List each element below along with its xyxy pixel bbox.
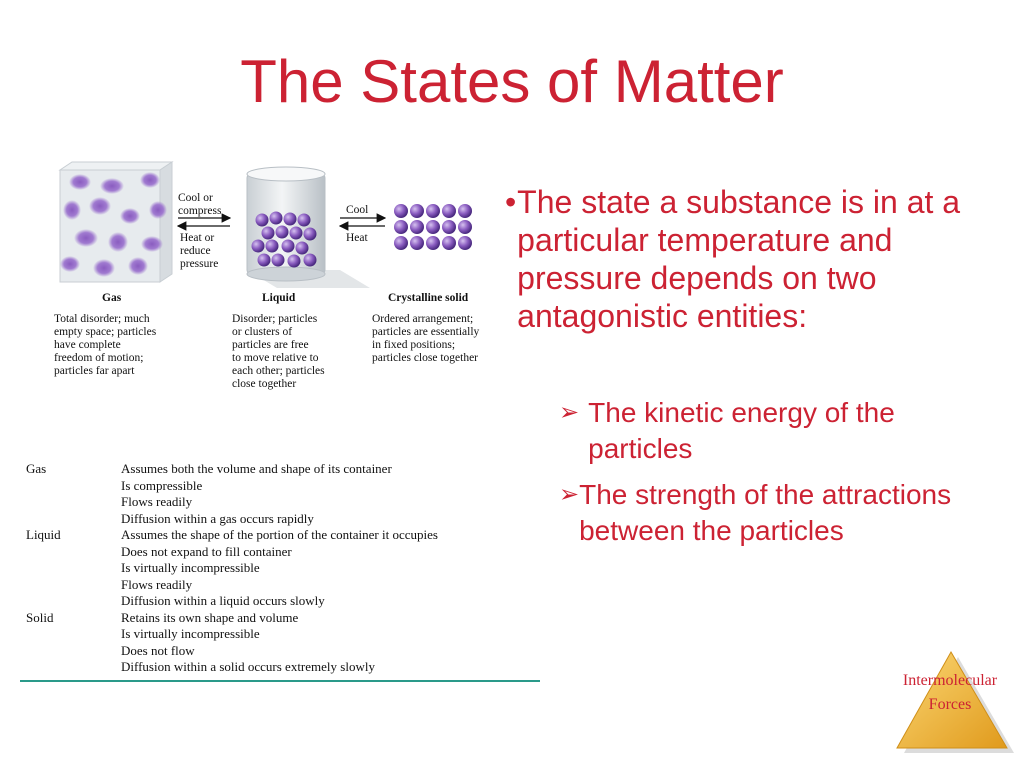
sub-bullet-list <box>505 395 995 549</box>
property-line: Does not expand to fill container <box>121 543 292 559</box>
sub-bullet-text: The kinetic energy of the particles <box>588 397 895 464</box>
properties-state: Liquid <box>26 527 61 542</box>
solid-name: Crystalline solid <box>388 292 469 304</box>
property-line: Is virtually incompressible <box>121 560 260 575</box>
property-line: Diffusion within a liquid occurs slowly <box>121 593 325 608</box>
arrowhead-bullet-icon: ➢ <box>559 399 580 426</box>
slide-title: The States of Matter <box>240 48 784 115</box>
arrowhead-bullet-icon: ➢ <box>559 481 580 508</box>
heat-label: Heat <box>346 232 368 244</box>
heat-reduce-label: Heat or reduce pressure <box>180 232 219 270</box>
cool-compress-label: Cool or compress <box>178 192 222 217</box>
properties-group-liquid <box>26 527 536 610</box>
properties-table <box>26 461 536 676</box>
bullet-dot-icon: • <box>505 184 517 220</box>
main-bullet <box>505 183 995 335</box>
states-figure <box>40 160 510 400</box>
sub-bullet <box>559 477 995 549</box>
bullet-list <box>505 183 995 559</box>
properties-group-gas <box>26 461 536 527</box>
property-line: Diffusion within a solid occurs extremely slowly <box>121 659 375 674</box>
gas-description: Total disorder; much empty space; particles have complete freedom of motion; particles far apart <box>54 313 157 377</box>
property-line: Is compressible <box>121 477 203 493</box>
intermolecular-forces-logo <box>885 650 1015 760</box>
logo-text-line1: Intermolecular <box>902 672 998 689</box>
sub-bullet-text: The strength of the attractions between the particles <box>579 479 952 546</box>
liquid-description: Disorder; particles or clusters of particles are free to move relative to each other; particles close together <box>232 313 325 390</box>
property-line: Retains its own shape and volume <box>121 609 299 625</box>
property-line: Does not flow <box>121 642 195 658</box>
property-line: Flows readily <box>121 494 193 509</box>
property-line: Flows readily <box>121 576 193 592</box>
properties-state: Gas <box>26 461 47 476</box>
solid-description: Ordered arrangement; particles are essentially in fixed positions; particles close together <box>372 313 480 364</box>
property-line: Diffusion within a gas occurs rapidly <box>121 510 314 526</box>
sub-bullet <box>559 395 995 467</box>
property-line: Assumes the shape of the portion of the container it occupies <box>121 527 438 542</box>
properties-state: Solid <box>26 609 54 625</box>
property-line: Is virtually incompressible <box>121 626 260 641</box>
property-line: Assumes both the volume and shape of its container <box>121 461 392 476</box>
liquid-name: Liquid <box>262 292 296 304</box>
solid-particles <box>394 204 472 250</box>
cool-label: Cool <box>346 204 369 216</box>
table-bottom-rule <box>20 680 540 682</box>
gas-name: Gas <box>102 292 122 304</box>
logo-text-line2: Forces <box>928 696 972 713</box>
properties-group-solid <box>26 610 536 676</box>
main-bullet-text: The state a substance is in at a particular temperature and pressure depends on two antagonistic entities: <box>517 184 961 334</box>
